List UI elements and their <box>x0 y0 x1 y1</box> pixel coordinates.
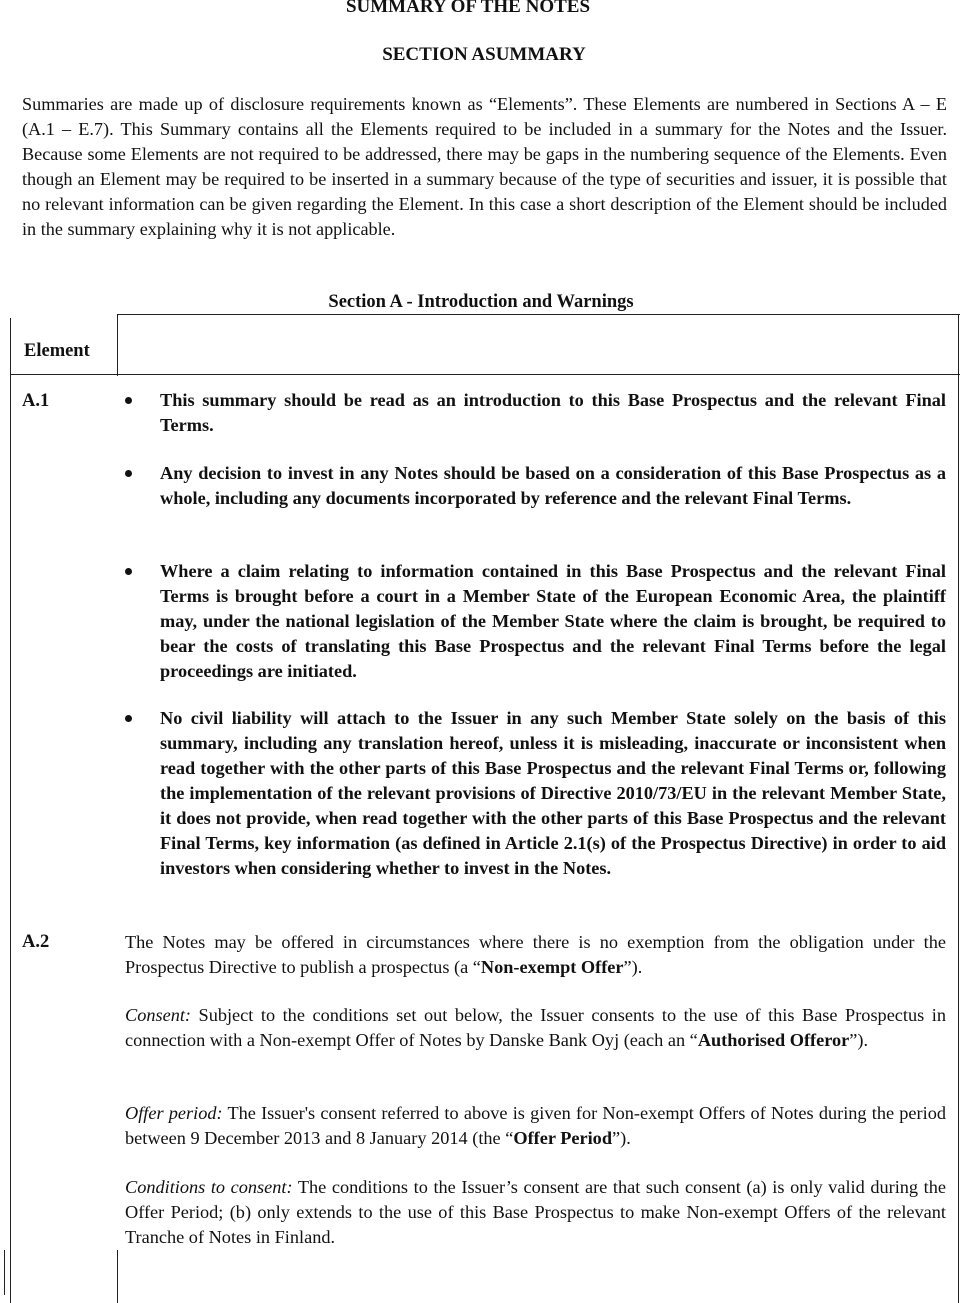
bullet-icon <box>125 470 132 477</box>
a2-paragraph: The Notes may be offered in circumstances where there is no exemption from the obligation under the Prospectus Directive to publish a prospectus (a “Non-exempt Offer”). <box>125 932 946 977</box>
a2-conditions-paragraph: Conditions to consent: The conditions to the Issuer’s consent are that such consent (a) is only valid during the Offer Period; (b) only extends to the use of this Base Prospectus to make Non-exempt Offers of the relevant Tranche of Notes in Finland. <box>125 1177 946 1247</box>
margin-mark <box>4 1250 5 1295</box>
element-column-header: Element <box>24 341 90 361</box>
a1-bullet: No civil liability will attach to the Issuer in any such Member State solely on the basis of this summary, including any translation hereof, unless it is misleading, inaccurate or inconsistent when read together with the other parts of this Base Prospectus and the relevant Final Terms or, following the implementation of the relevant provisions of Directive 2010/73/EU in the relevant Member State, it does not provide, when read together with the other parts of this Base Prospectus and the relevant Final Terms, key information (as defined in Article 2.1(s) of the Prospectus Directive) in order to aid investors when considering whether to invest in the Notes. <box>160 708 946 878</box>
table-column-divider <box>117 1250 118 1303</box>
a1-bullet: This summary should be read as an introduction to this Base Prospectus and the relevant Final Terms. <box>160 390 946 435</box>
intro-paragraph: Summaries are made up of disclosure requirements known as “Elements”. These Elements are numbered in Sections A – E (A.1 – E.7). This Summary contains all the Elements required to be included in a summary for the Notes and the Issuer. Because some Elements are not required to be addressed, there may be gaps in the numbering sequence of the Elements. Even though an Element may be required to be inserted in a summary because of the type of securities and issuer, it is possible that no relevant information can be given regarding the Element. In this case a short description of the Element should be included in the summary explaining why it is not applicable. <box>22 94 947 239</box>
table-left-border <box>10 318 11 1303</box>
bullet-icon <box>125 715 132 722</box>
section-heading: SECTION ASUMMARY <box>382 44 586 65</box>
section-a-title: Section A - Introduction and Warnings <box>328 292 634 312</box>
table-header-border <box>10 374 960 375</box>
table-column-divider <box>117 314 118 376</box>
bullet-icon <box>125 568 132 575</box>
table-right-border <box>958 314 959 1303</box>
a1-bullet: Any decision to invest in any Notes should be based on a consideration of this Base Prospectus as a whole, including any documents incorporated by reference and the relevant Final Terms. <box>160 463 946 508</box>
table-top-border <box>118 314 960 315</box>
bullet-icon <box>125 397 132 404</box>
a2-consent-paragraph: Consent: Subject to the conditions set out below, the Issuer consents to the use of this Base Prospectus in connection with a Non-exempt Offer of Notes by Danske Bank Oyj (each an “Authorised Offeror”). <box>125 1005 946 1050</box>
document-title: SUMMARY OF THE NOTES <box>345 0 591 17</box>
a2-offer-period-paragraph: Offer period: The Issuer's consent referred to above is given for Non-exempt Offers of Notes during the period between 9 December 2013 and 8 January 2014 (the “Offer Period”). <box>125 1103 946 1148</box>
a1-bullet: Where a claim relating to information contained in this Base Prospectus and the relevant Final Terms is brought before a court in a Member State of the European Economic Area, the plaintiff may, under the national legislation of the Member State where the claim is brought, be required to bear the costs of translating this Base Prospectus and the relevant Final Terms before the legal proceedings are initiated. <box>160 561 946 681</box>
element-id-a2: A.2 <box>22 932 50 952</box>
element-id-a1: A.1 <box>22 391 50 411</box>
